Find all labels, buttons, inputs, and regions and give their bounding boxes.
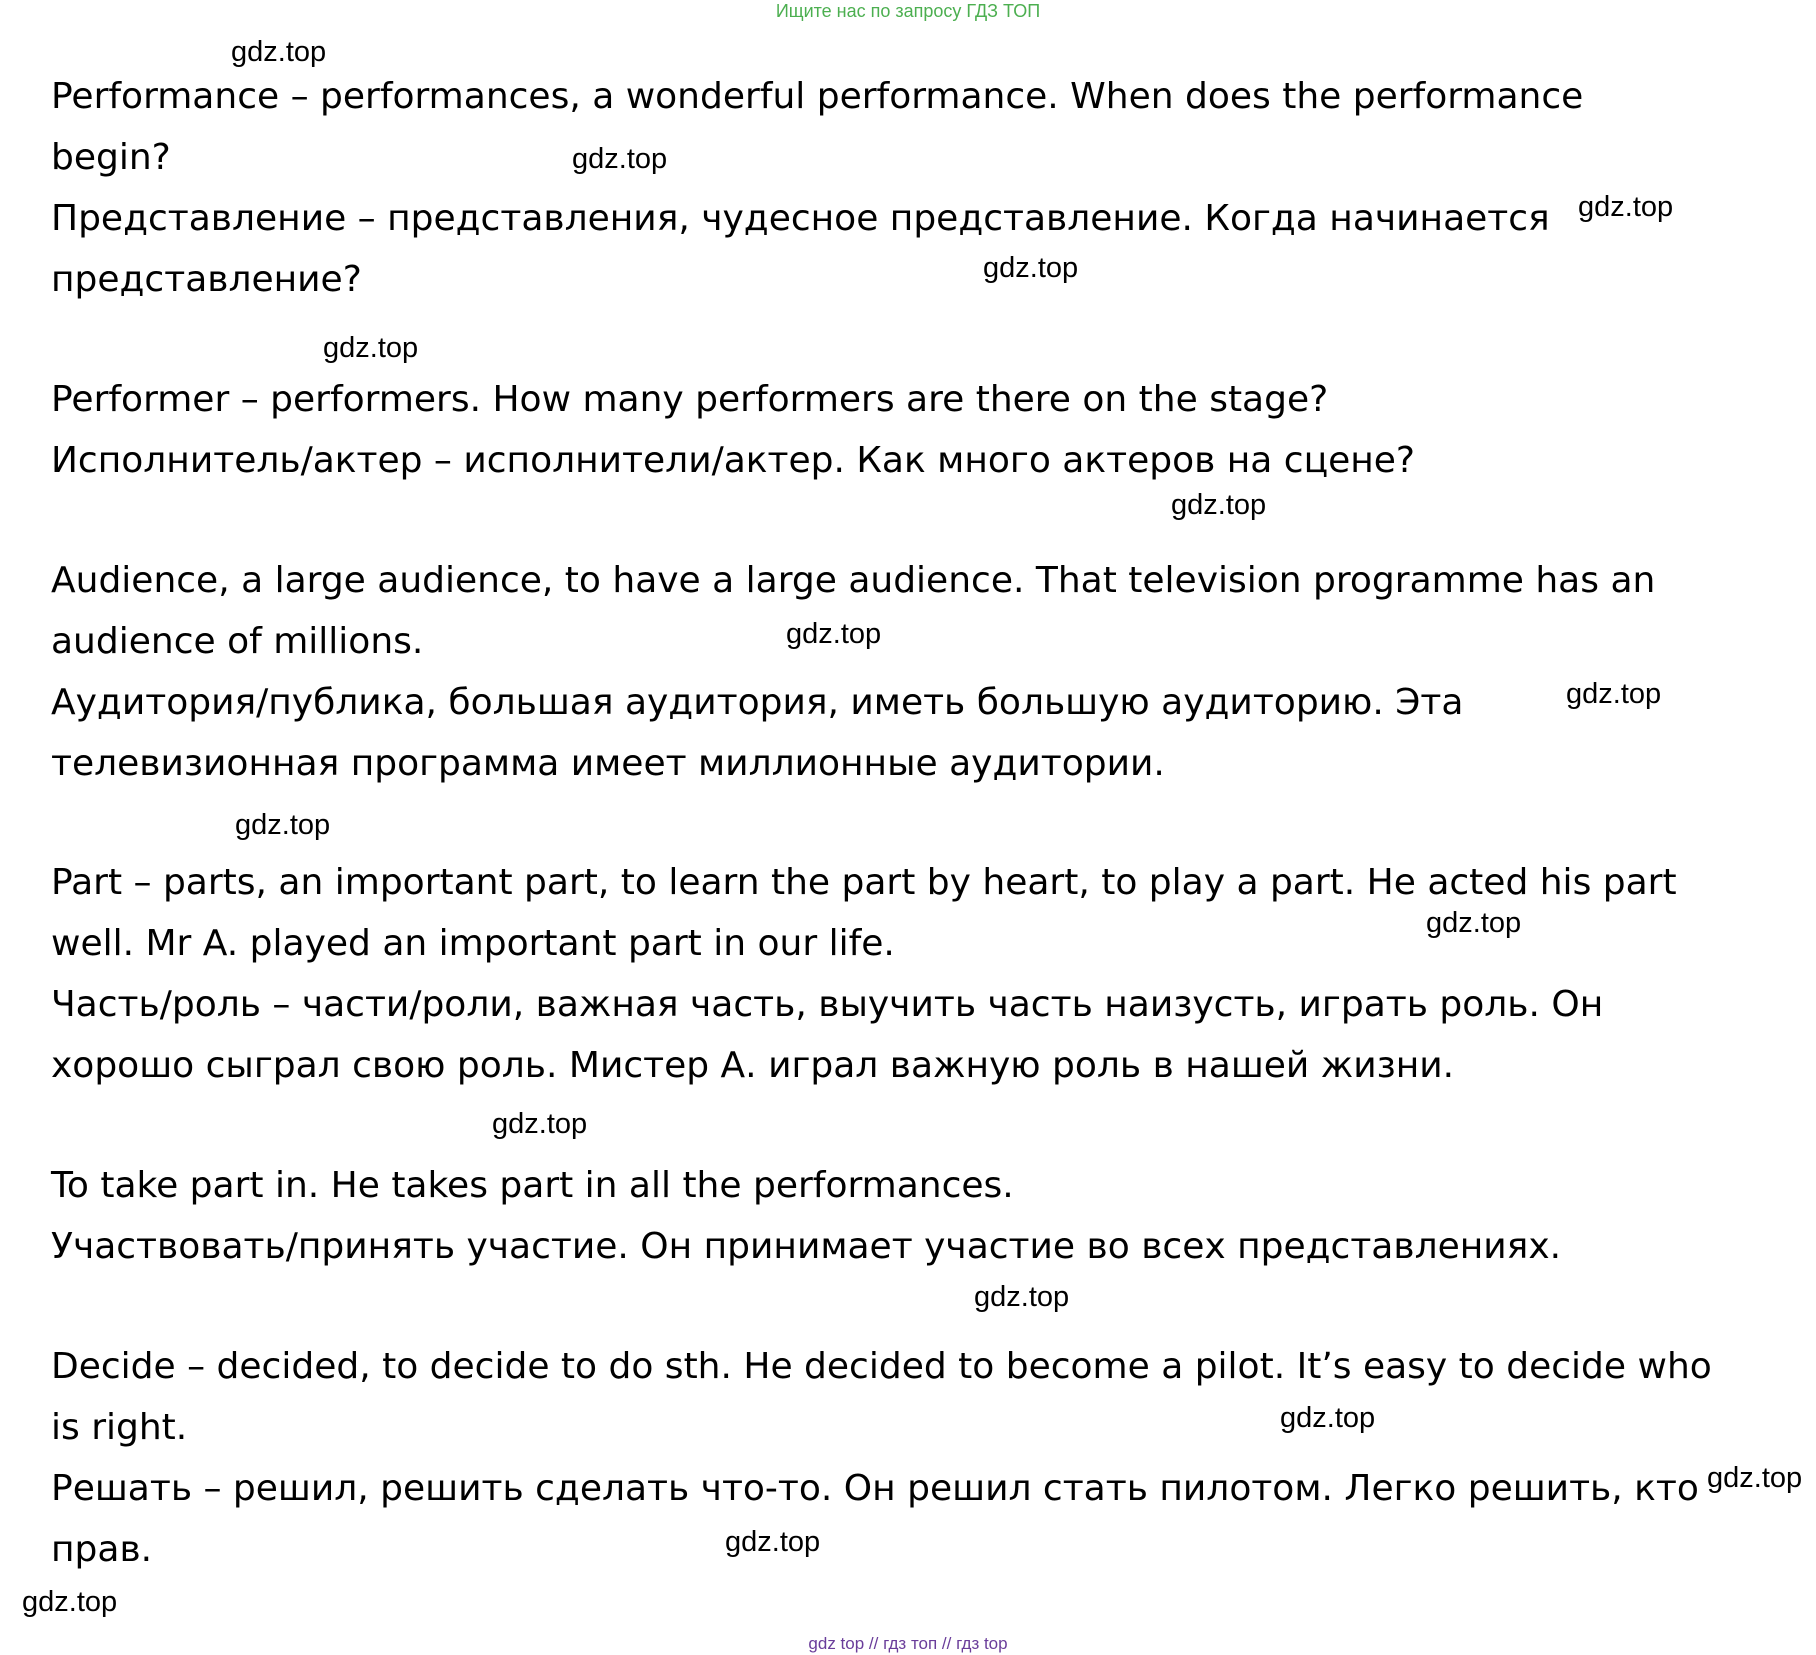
russian-line: Исполнитель/актер – исполнители/актер. Как много актеров на сцене? [51, 440, 1416, 481]
watermark: gdz.top [1578, 191, 1674, 223]
watermark: gdz.top [22, 1586, 118, 1618]
top-search-banner: Ищите нас по запросу ГДЗ ТОП [775, 1, 1041, 21]
watermark: gdz.top [231, 36, 327, 68]
entry-audience [51, 550, 1655, 794]
russian-line: Участвовать/принять участие. Он принимает участие во всех представлениях. [51, 1226, 1562, 1267]
russian-line: телевизионная программа имеет миллионные аудитории. [51, 743, 1165, 784]
watermark: gdz.top [974, 1281, 1070, 1313]
russian-line: Аудитория/публика, большая аудитория, иметь большую аудиторию. Эта [51, 682, 1464, 723]
english-line: Performer – performers. How many performers are there on the stage? [51, 379, 1329, 420]
english-line: Performance – performances, a wonderful performance. When does the performance [51, 76, 1584, 117]
russian-line: представление? [51, 259, 362, 300]
english-line: Part – parts, an important part, to learn the part by heart, to play a part. He acted his part [51, 862, 1677, 903]
english-line: begin? [51, 137, 171, 178]
watermark: gdz.top [983, 252, 1079, 284]
watermark: gdz.top [492, 1108, 588, 1140]
entry-take-part [51, 1155, 1561, 1277]
russian-line: хорошо сыграл свою роль. Мистер А. играл важную роль в нашей жизни. [51, 1045, 1455, 1086]
english-line: Decide – decided, to decide to do sth. He decided to become a pilot. It’s easy to decide who [51, 1346, 1712, 1387]
watermark: gdz.top [323, 332, 419, 364]
russian-line: Часть/роль – части/роли, важная часть, выучить часть наизусть, играть роль. Он [51, 984, 1604, 1025]
russian-line: Представление – представления, чудесное представление. Когда начинается [51, 198, 1550, 239]
english-line: audience of millions. [51, 621, 424, 662]
russian-line: прав. [51, 1529, 153, 1570]
watermark: gdz.top [1280, 1402, 1376, 1434]
watermark: gdz.top [1566, 678, 1662, 710]
watermark: gdz.top [235, 809, 331, 841]
watermark: gdz.top [1707, 1462, 1803, 1494]
english-line: well. Mr A. played an important part in our life. [51, 923, 895, 964]
english-line: Audience, a large audience, to have a large audience. That television programme has an [51, 560, 1656, 601]
watermark: gdz.top [1171, 489, 1267, 521]
entry-decide [51, 1336, 1712, 1580]
watermark: gdz.top [786, 618, 882, 650]
footer-watermark: gdz top // гдз топ // гдз top [808, 1634, 1008, 1653]
russian-line: Решать – решил, решить сделать что-то. Он решил стать пилотом. Легко решить, кто [51, 1468, 1699, 1509]
entry-part [51, 852, 1677, 1096]
entry-performance [51, 66, 1583, 310]
watermark: gdz.top [572, 143, 668, 175]
entry-performer [51, 369, 1415, 491]
english-line: is right. [51, 1407, 188, 1448]
watermark: gdz.top [725, 1526, 821, 1558]
english-line: To take part in. He takes part in all the performances. [51, 1165, 1014, 1206]
watermark: gdz.top [1426, 907, 1522, 939]
